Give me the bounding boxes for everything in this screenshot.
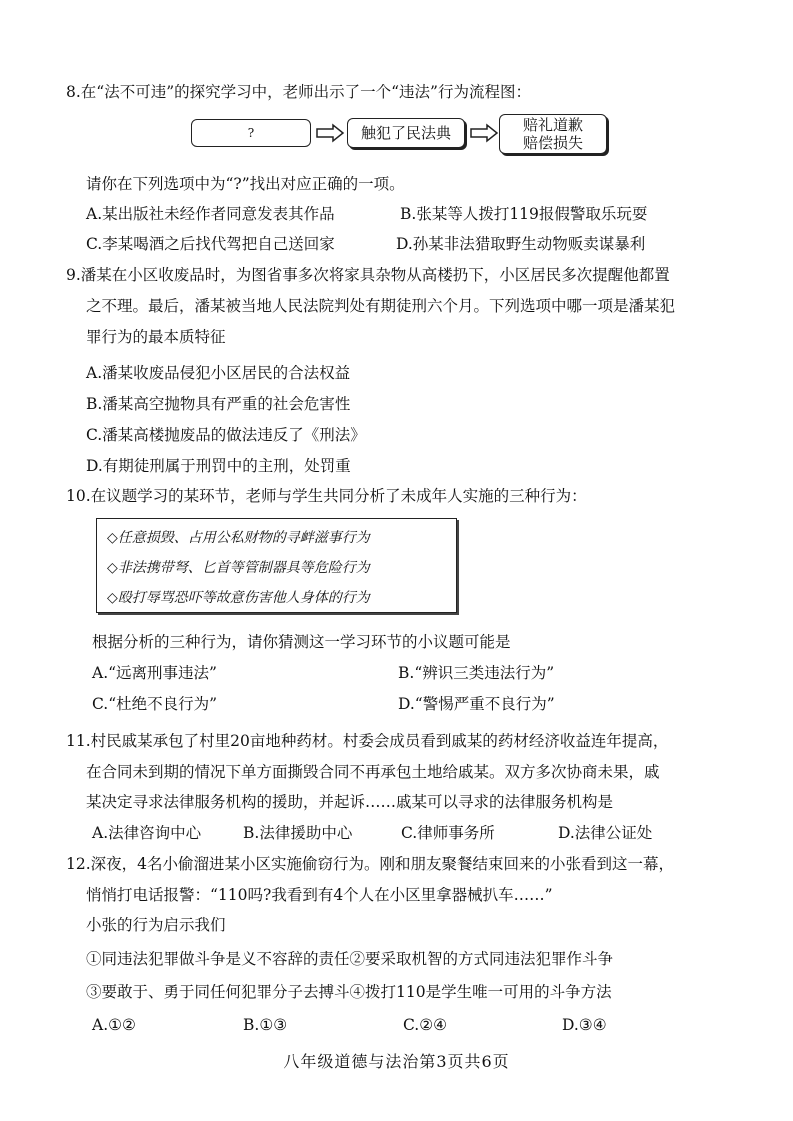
- q12-option-c: C.②④: [403, 1016, 448, 1034]
- q10-box-item-3: ◇殴打辱骂恐吓等故意伤害他人身体的行为: [107, 590, 370, 606]
- q11-stem-line-2: 在合同未到期的情况下单方面撕毁合同不再承包土地给戚某。双方多次协商未果，戚: [86, 763, 660, 781]
- q11-option-d: D.法律公证处: [558, 824, 653, 842]
- q9-option-c: C.潘某高楼抛废品的做法违反了《刑法》: [86, 426, 366, 444]
- q10-box-item-2: ◇非法携带弩、匕首等管制器具等危险行为: [107, 560, 370, 576]
- q10-option-c: C.“杜绝不良行为”: [92, 695, 218, 713]
- q12-option-d: D.③④: [562, 1016, 607, 1034]
- q11-option-a: A.法律咨询中心: [92, 824, 202, 842]
- flow-arrow-icon: [315, 123, 345, 143]
- q10-option-a: A.“远离刑事违法”: [92, 664, 217, 682]
- flow-result-line-1: 赔礼道歉: [522, 116, 583, 134]
- q12-stem-line-2: 悄悄打电话报警：“110吗?我看到有4个人在小区里拿器械扒车……”: [86, 886, 553, 904]
- q8-option-d: D.孙某非法猎取野生动物贩卖谋暴利: [396, 235, 646, 253]
- q10-option-b: B.“辨识三类违法行为”: [398, 664, 555, 682]
- page-footer: 八年级道德与法治第3页共6页: [283, 1052, 510, 1071]
- q8-stem: 8.在“法不可违”的探究学习中，老师出示了一个“违法”行为流程图：: [66, 83, 531, 101]
- q8-option-c: C.李某喝酒之后找代驾把自己送回家: [86, 235, 335, 253]
- q9-stem-line-1: 9.潘某在小区收废品时，为图省事多次将家具杂物从高楼扔下，小区居民多次提醒他都置: [66, 266, 670, 284]
- flow-box-result: [499, 114, 607, 154]
- q11-option-b: B.法律援助中心: [243, 824, 353, 842]
- q8-prompt: 请你在下列选项中为“?”找出对应正确的一项。: [86, 175, 405, 193]
- q10-prompt: 根据分析的三种行为，请你猜测这一学习环节的小议题可能是: [92, 633, 511, 651]
- q11-option-c: C.律师事务所: [401, 824, 495, 842]
- q11-stem-line-1: 11.村民戚某承包了村里20亩地种药材。村委会成员看到戚某的药材经济收益连年提高，: [66, 732, 669, 750]
- flow-box-unknown: ?: [191, 119, 311, 147]
- q12-statements-line-1: ①同违法犯罪做斗争是义不容辞的责任②要采取机智的方式同违法犯罪作斗争: [86, 950, 614, 968]
- q9-option-d: D.有期徒刑属于刑罚中的主刑，处罚重: [86, 457, 351, 475]
- q9-option-a: A.潘某收废品侵犯小区居民的合法权益: [86, 364, 351, 382]
- q12-stem-line-1: 12.深夜，4名小偷溜进某小区实施偷窃行为。刚和朋友聚餐结束回来的小张看到这一幕，: [66, 855, 675, 873]
- flow-result-line-2: 赔偿损失: [522, 134, 583, 152]
- q12-option-b: B.①③: [243, 1016, 288, 1034]
- q8-option-b: B.张某等人拨打119报假警取乐玩耍: [400, 205, 648, 223]
- q9-option-b: B.潘某高空抛物具有严重的社会危害性: [86, 395, 351, 413]
- q8-option-a: A.某出版社未经作者同意发表其作品: [86, 205, 335, 223]
- q12-statements-line-2: ③要敢于、勇于同任何犯罪分子去搏斗④拨打110是学生唯一可用的斗争方法: [86, 983, 612, 1001]
- q11-stem-line-3: 某决定寻求法律服务机构的援助，并起诉……戚某可以寻求的法律服务机构是: [86, 793, 614, 811]
- q12-stem-line-3: 小张的行为启示我们: [86, 916, 226, 934]
- q10-box-item-1: ◇任意损毁、占用公私财物的寻衅滋事行为: [107, 530, 370, 546]
- flow-arrow-icon: [469, 123, 499, 143]
- q12-option-a: A.①②: [92, 1016, 136, 1034]
- q9-stem-line-3: 罪行为的最本质特征: [86, 328, 226, 346]
- q10-behavior-box: [96, 518, 457, 613]
- q10-option-d: D.“警惕严重不良行为”: [398, 695, 555, 713]
- q10-stem: 10.在议题学习的某环节，老师与学生共同分析了未成年人实施的三种行为：: [66, 487, 587, 505]
- q9-stem-line-2: 之不理。最后，潘某被当地人民法院判处有期徒刑六个月。下列选项中哪一项是潘某犯: [86, 297, 676, 315]
- flow-box-civil-code: 触犯了民法典: [347, 118, 465, 148]
